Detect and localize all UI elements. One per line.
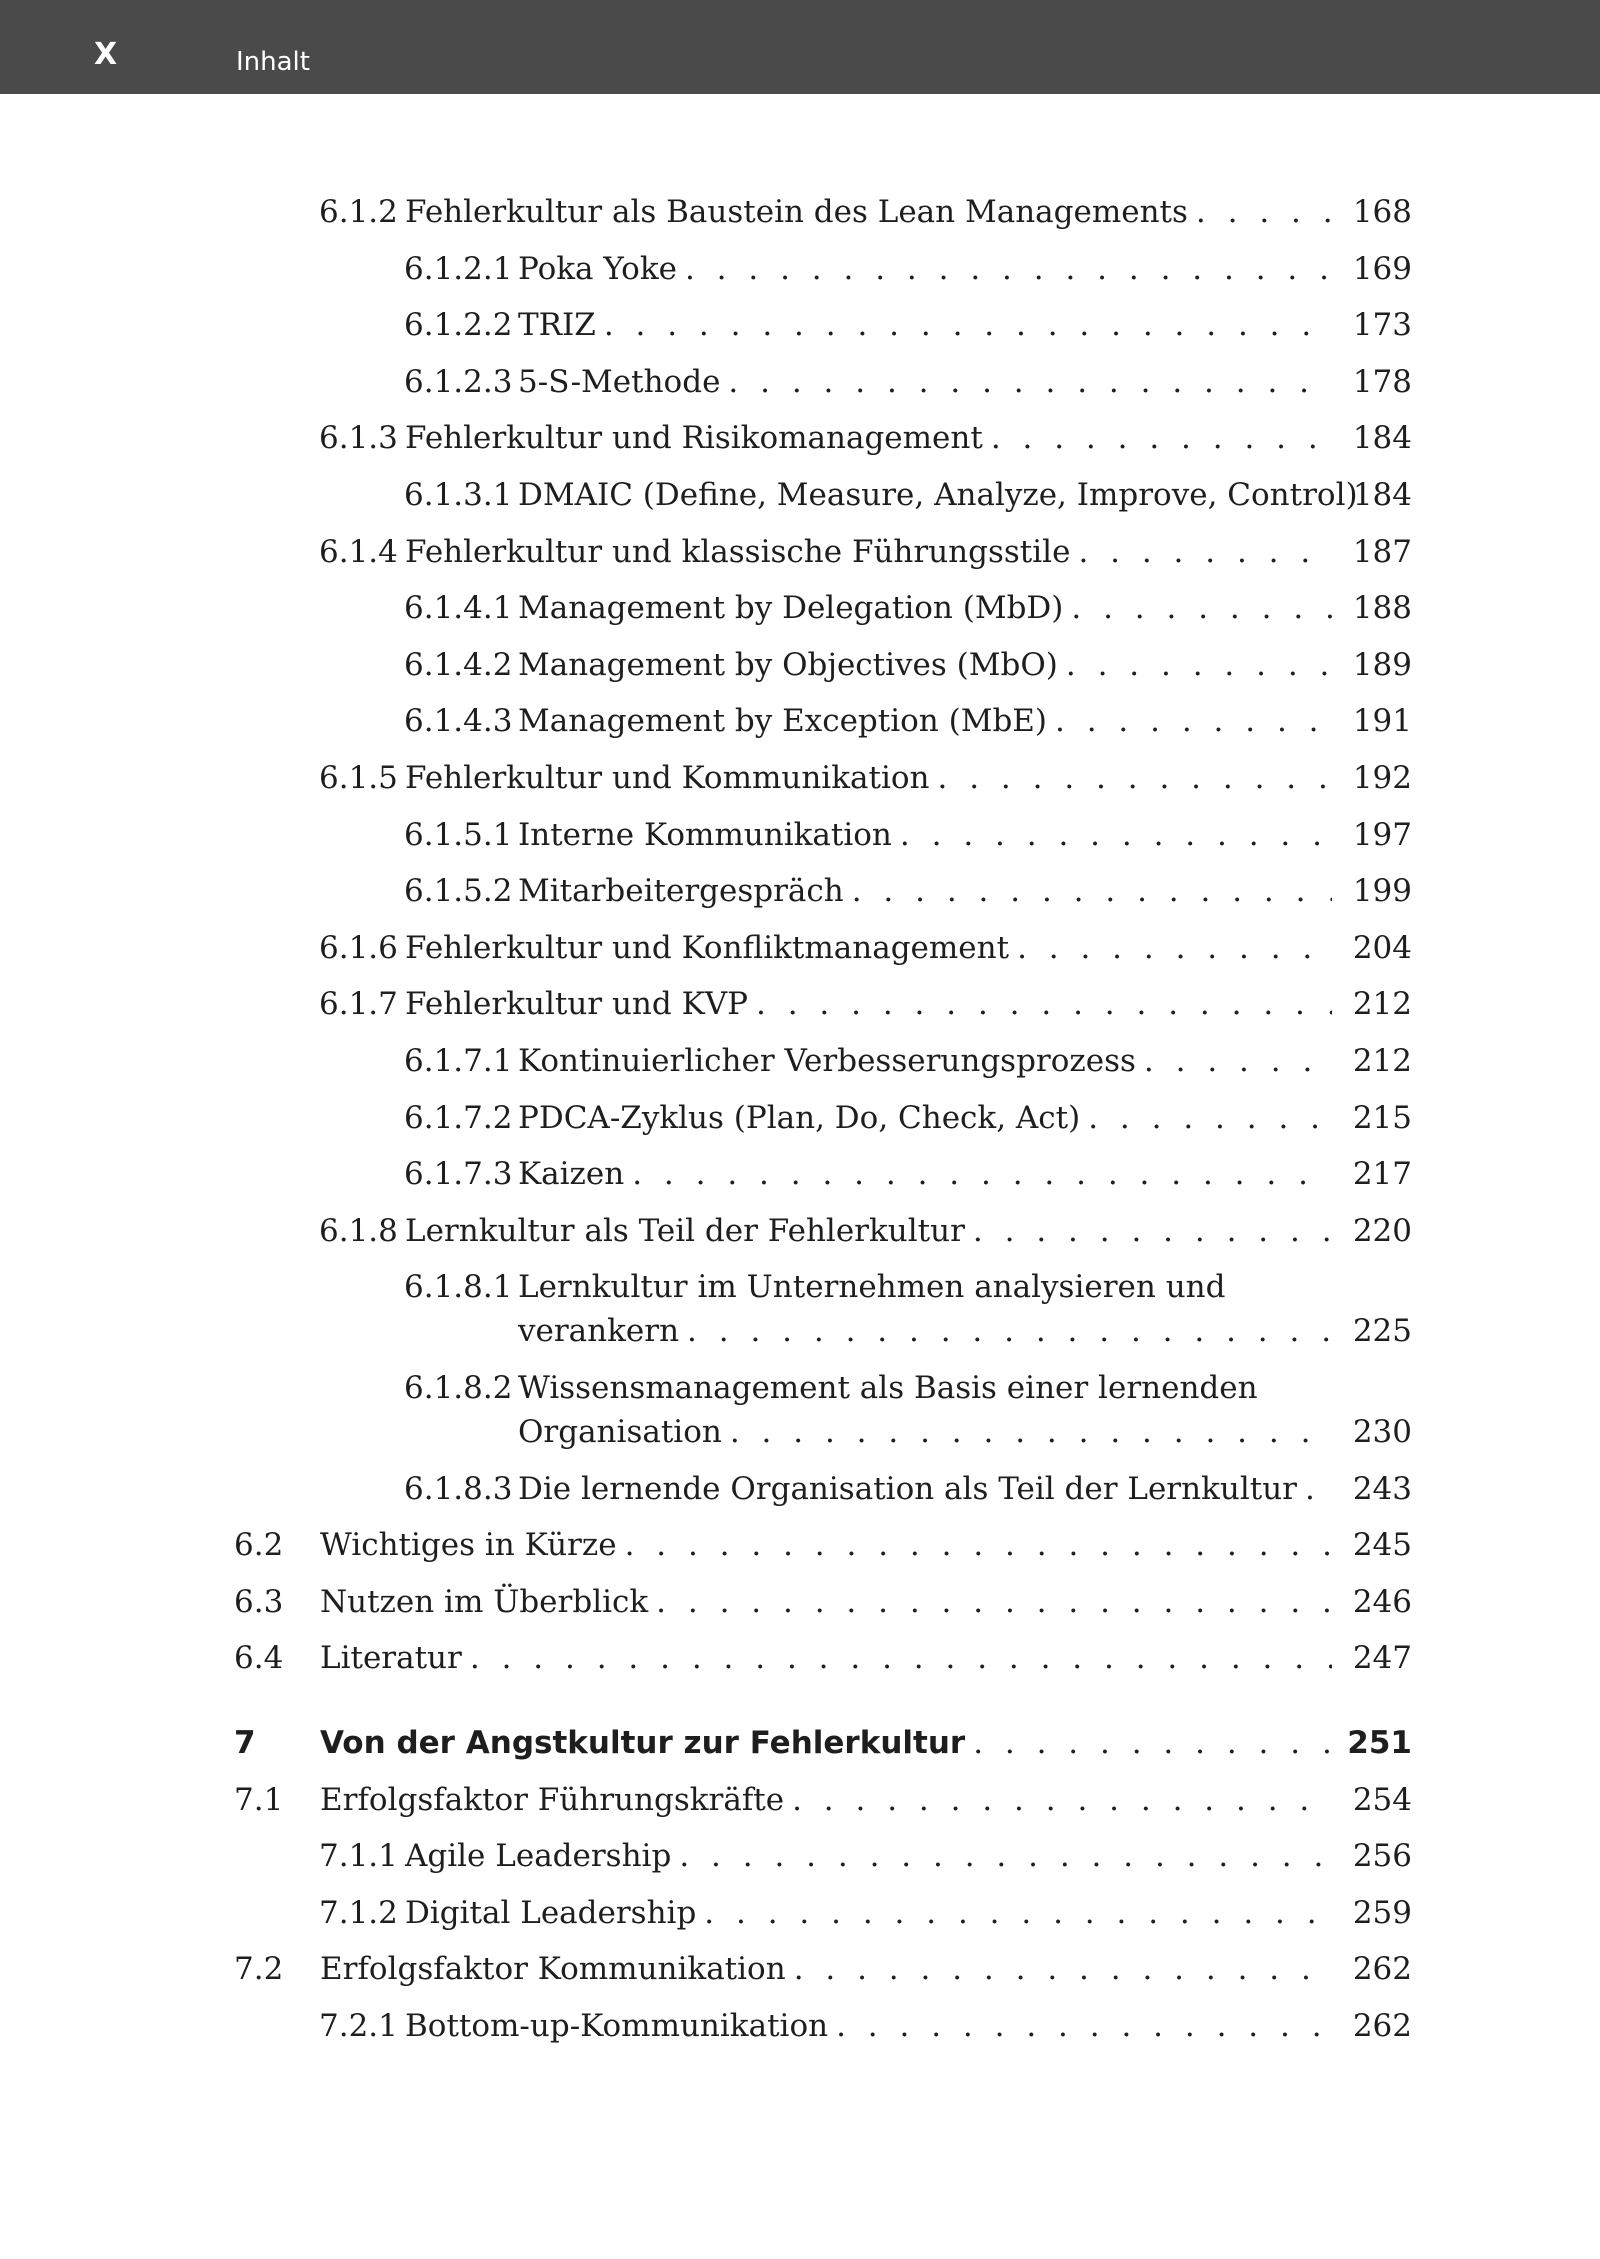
- toc-entry[interactable]: [0, 1523, 1600, 1567]
- dot-leader: [696, 1891, 1332, 1935]
- toc-entry-page: 212: [1352, 986, 1412, 1023]
- dot-leader: [784, 1778, 1332, 1822]
- toc-entry-number: 6.1.2.1: [404, 250, 513, 287]
- toc-entry-page: 191: [1352, 703, 1412, 740]
- toc-entry-page: 199: [1352, 873, 1412, 910]
- toc-entry[interactable]: [0, 1467, 1600, 1511]
- toc-entry-title: Poka Yoke: [518, 250, 677, 287]
- toc-entry[interactable]: [0, 1580, 1600, 1624]
- toc-entry-title: PDCA-Zyklus (Plan, Do, Check, Act): [518, 1099, 1081, 1136]
- toc-entry-title: Von der Angstkultur zur Fehlerkultur: [320, 1725, 966, 1761]
- toc-entry[interactable]: [0, 2004, 1600, 2048]
- toc-entry-page: 256: [1352, 1838, 1412, 1875]
- toc-entry-number: 6.1.5.2: [404, 873, 513, 910]
- toc-entry-title: Erfolgsfaktor Führungskräfte: [320, 1781, 785, 1818]
- toc-entry-title: Management by Exception (MbE): [518, 703, 1048, 740]
- dot-leader: [624, 1152, 1332, 1196]
- dot-leader: [965, 1209, 1332, 1253]
- dot-leader: [720, 360, 1332, 404]
- dot-leader: [1297, 1467, 1332, 1511]
- toc-entry-number: 6.1.4: [319, 533, 398, 570]
- page-number: X: [94, 37, 118, 72]
- dot-leader: [965, 1721, 1332, 1765]
- toc-entry-page: 204: [1352, 929, 1412, 966]
- dot-leader: [679, 1309, 1332, 1353]
- toc-entry-title: Fehlerkultur als Baustein des Lean Managements: [405, 194, 1188, 230]
- toc-entry[interactable]: [0, 247, 1600, 291]
- toc-entry-page: 246: [1352, 1583, 1412, 1620]
- toc-entry-number: 7: [234, 1725, 256, 1761]
- toc-entry-page: 184: [1352, 477, 1412, 513]
- toc-entry-title: Interne Kommunikation: [518, 816, 892, 853]
- toc-entry-page: 215: [1352, 1099, 1412, 1136]
- toc-entry[interactable]: [0, 1636, 1600, 1680]
- dot-leader: [748, 982, 1332, 1026]
- toc-entry-number: 6.1.7.2: [404, 1099, 513, 1136]
- toc-entry-title: Management by Objectives (MbO): [518, 646, 1058, 683]
- toc-entry-page: 178: [1352, 363, 1412, 400]
- toc-entry[interactable]: [0, 1366, 1600, 1450]
- dot-leader: [1136, 1039, 1332, 1083]
- dot-leader: [1047, 699, 1332, 743]
- dot-leader: [1063, 586, 1332, 630]
- toc-entry-title: Fehlerkultur und Konfliktmanagement: [405, 929, 1010, 966]
- toc-entry[interactable]: [0, 1834, 1600, 1878]
- toc-entry[interactable]: [0, 982, 1600, 1026]
- toc-entry-number: 6.1.6: [319, 929, 398, 966]
- dot-leader: [930, 756, 1333, 800]
- toc-entry-title: TRIZ: [518, 307, 596, 344]
- dot-leader: [983, 416, 1332, 460]
- dot-leader: [677, 247, 1332, 291]
- toc-entry-title: DMAIC (Define, Measure, Analyze, Improve, Control): [518, 477, 1358, 513]
- toc-entry[interactable]: [0, 1152, 1600, 1196]
- toc-entry-number: 6.1.4.1: [404, 590, 513, 627]
- toc-entry[interactable]: [0, 1096, 1600, 1140]
- toc-entry[interactable]: [0, 360, 1600, 404]
- toc-entry-title: Kaizen: [518, 1156, 625, 1193]
- toc-entry-number: 7.2.1: [319, 2008, 398, 2044]
- dot-leader: [1188, 190, 1332, 234]
- toc-entry-title: Fehlerkultur und Kommunikation: [405, 760, 930, 796]
- dot-leader: [648, 1580, 1332, 1624]
- toc-entry-page: 188: [1352, 590, 1412, 627]
- toc-entry-page: 247: [1352, 1640, 1412, 1677]
- toc-entry-number: 6.1.3.1: [404, 477, 513, 513]
- toc-entry-title: Fehlerkultur und klassische Führungsstile: [405, 533, 1071, 570]
- toc-entry-number: 6.1.7.3: [404, 1156, 513, 1193]
- toc-entry[interactable]: [0, 586, 1600, 630]
- dot-leader: [828, 2004, 1332, 2048]
- dot-leader: [617, 1523, 1332, 1567]
- toc-entry-page: 254: [1352, 1781, 1412, 1818]
- dot-leader: [596, 303, 1332, 347]
- toc-entry[interactable]: [0, 1778, 1600, 1822]
- toc-entry-number: 6.1.7.1: [404, 1043, 513, 1079]
- toc-entry[interactable]: [0, 643, 1600, 687]
- toc-entry-title: Agile Leadership: [405, 1838, 672, 1875]
- toc-entry[interactable]: [0, 1265, 1600, 1350]
- toc-entry[interactable]: [0, 699, 1600, 743]
- toc-entry-title: Fehlerkultur und Risikomanagement: [405, 420, 983, 457]
- toc-entry-title: Mitarbeitergespräch: [518, 873, 844, 910]
- toc-entry-page: 262: [1352, 2008, 1412, 2044]
- toc-entry-title: Literatur: [320, 1640, 462, 1677]
- toc-entry-number: 7.1.2: [319, 1894, 398, 1931]
- dot-leader: [892, 813, 1332, 857]
- toc-entry[interactable]: [0, 1721, 1600, 1765]
- toc-entry-page: 212: [1352, 1043, 1412, 1079]
- toc-entry-number: 6.1.2.3: [404, 363, 513, 400]
- toc-entry[interactable]: [0, 530, 1600, 574]
- toc-entry-number: 6.2: [234, 1527, 284, 1564]
- toc-entry-page: 225: [1352, 1313, 1412, 1350]
- dot-leader: [1080, 1096, 1332, 1140]
- toc-entry[interactable]: [0, 1039, 1600, 1083]
- toc-entry-number: 6.4: [234, 1640, 284, 1677]
- toc-entry-page: 217: [1352, 1156, 1412, 1193]
- toc-entry-title-continued: Organisation: [518, 1414, 722, 1450]
- toc-entry-title: Kontinuierlicher Verbesserungsprozess: [518, 1043, 1136, 1079]
- toc-entry-number: 6.1.8.1: [404, 1269, 513, 1306]
- toc-entry-number: 6.1.5.1: [404, 816, 513, 853]
- toc-entry-number: 7.1: [234, 1781, 284, 1818]
- toc-entry[interactable]: [0, 303, 1600, 347]
- toc-entry-title: Lernkultur im Unternehmen analysieren und: [518, 1269, 1226, 1306]
- toc-entry[interactable]: [0, 473, 1600, 517]
- toc-entry-title: Lernkultur als Teil der Fehlerkultur: [405, 1212, 965, 1249]
- toc-entry-title: Die lernende Organisation als Teil der Lernkultur: [518, 1470, 1297, 1507]
- toc-entry-number: 6.1.8.3: [404, 1470, 513, 1507]
- toc-entry-number: 6.1.8: [319, 1212, 398, 1249]
- toc-entry-page: 168: [1352, 194, 1412, 230]
- toc-entry-page: 169: [1352, 250, 1412, 287]
- dot-leader: [1058, 643, 1332, 687]
- dot-leader: [722, 1410, 1332, 1454]
- dot-leader: [671, 1834, 1332, 1878]
- toc-entry-title-continued: verankern: [518, 1313, 680, 1350]
- dot-leader: [1070, 530, 1332, 574]
- toc-entry-number: 6.1.4.2: [404, 646, 513, 683]
- toc-entry-page: 251: [1347, 1725, 1412, 1761]
- toc-entry-title: Erfolgsfaktor Kommunikation: [320, 1951, 786, 1988]
- toc-entry-number: 6.1.5: [319, 760, 398, 796]
- toc-entry-page: 230: [1352, 1414, 1412, 1450]
- toc-entry-number: 7.2: [234, 1951, 284, 1988]
- toc-entry-page: 184: [1352, 420, 1412, 457]
- toc-entry[interactable]: [0, 813, 1600, 857]
- toc-entry-number: 6.1.2.2: [404, 307, 513, 344]
- toc-entry-title: Wichtiges in Kürze: [320, 1527, 617, 1564]
- toc-entry-title: Management by Delegation (MbD): [518, 590, 1064, 627]
- dot-leader: [844, 869, 1332, 913]
- toc-entry-title: Digital Leadership: [405, 1894, 697, 1931]
- running-title: Inhalt: [236, 47, 310, 77]
- toc-entry-number: 7.1.1: [319, 1838, 398, 1875]
- toc-entry[interactable]: [0, 869, 1600, 913]
- toc-entry[interactable]: [0, 1209, 1600, 1253]
- toc-entry-title: Wissensmanagement als Basis einer lernenden: [518, 1370, 1258, 1406]
- toc-entry-title: Fehlerkultur und KVP: [405, 986, 748, 1023]
- toc-entry-title: 5-S-Methode: [518, 363, 721, 400]
- toc-entry-page: 197: [1352, 816, 1412, 853]
- toc-entry[interactable]: [0, 756, 1600, 800]
- toc-entry-page: 245: [1352, 1527, 1412, 1564]
- toc-entry-number: 6.1.3: [319, 420, 398, 457]
- dot-leader: [786, 1947, 1332, 1991]
- toc-entry[interactable]: [0, 926, 1600, 970]
- toc-entry-page: 192: [1352, 760, 1412, 796]
- toc-entry-number: 6.1.8.2: [404, 1370, 513, 1406]
- toc-entry-number: 6.1.2: [319, 194, 398, 230]
- toc-entry-page: 187: [1352, 533, 1412, 570]
- toc-entry[interactable]: [0, 416, 1600, 460]
- toc-entry-page: 173: [1352, 307, 1412, 344]
- toc-entry-title: Bottom-up-Kommunikation: [405, 2008, 829, 2044]
- dot-leader: [462, 1636, 1332, 1680]
- toc-entry-number: 6.1.4.3: [404, 703, 513, 740]
- toc-entry-page: 220: [1352, 1212, 1412, 1249]
- toc-entry[interactable]: [0, 1891, 1600, 1935]
- toc-entry[interactable]: [0, 190, 1600, 234]
- toc-entry-page: 262: [1352, 1951, 1412, 1988]
- toc-entry-number: 6.1.7: [319, 986, 398, 1023]
- toc-entry[interactable]: [0, 1947, 1600, 1991]
- toc-entry-number: 6.3: [234, 1583, 284, 1620]
- toc-entry-title: Nutzen im Überblick: [320, 1583, 649, 1620]
- dot-leader: [1009, 926, 1332, 970]
- toc-entry-page: 189: [1352, 646, 1412, 683]
- toc-entry-page: 259: [1352, 1894, 1412, 1931]
- toc-entry-page: 243: [1352, 1470, 1412, 1507]
